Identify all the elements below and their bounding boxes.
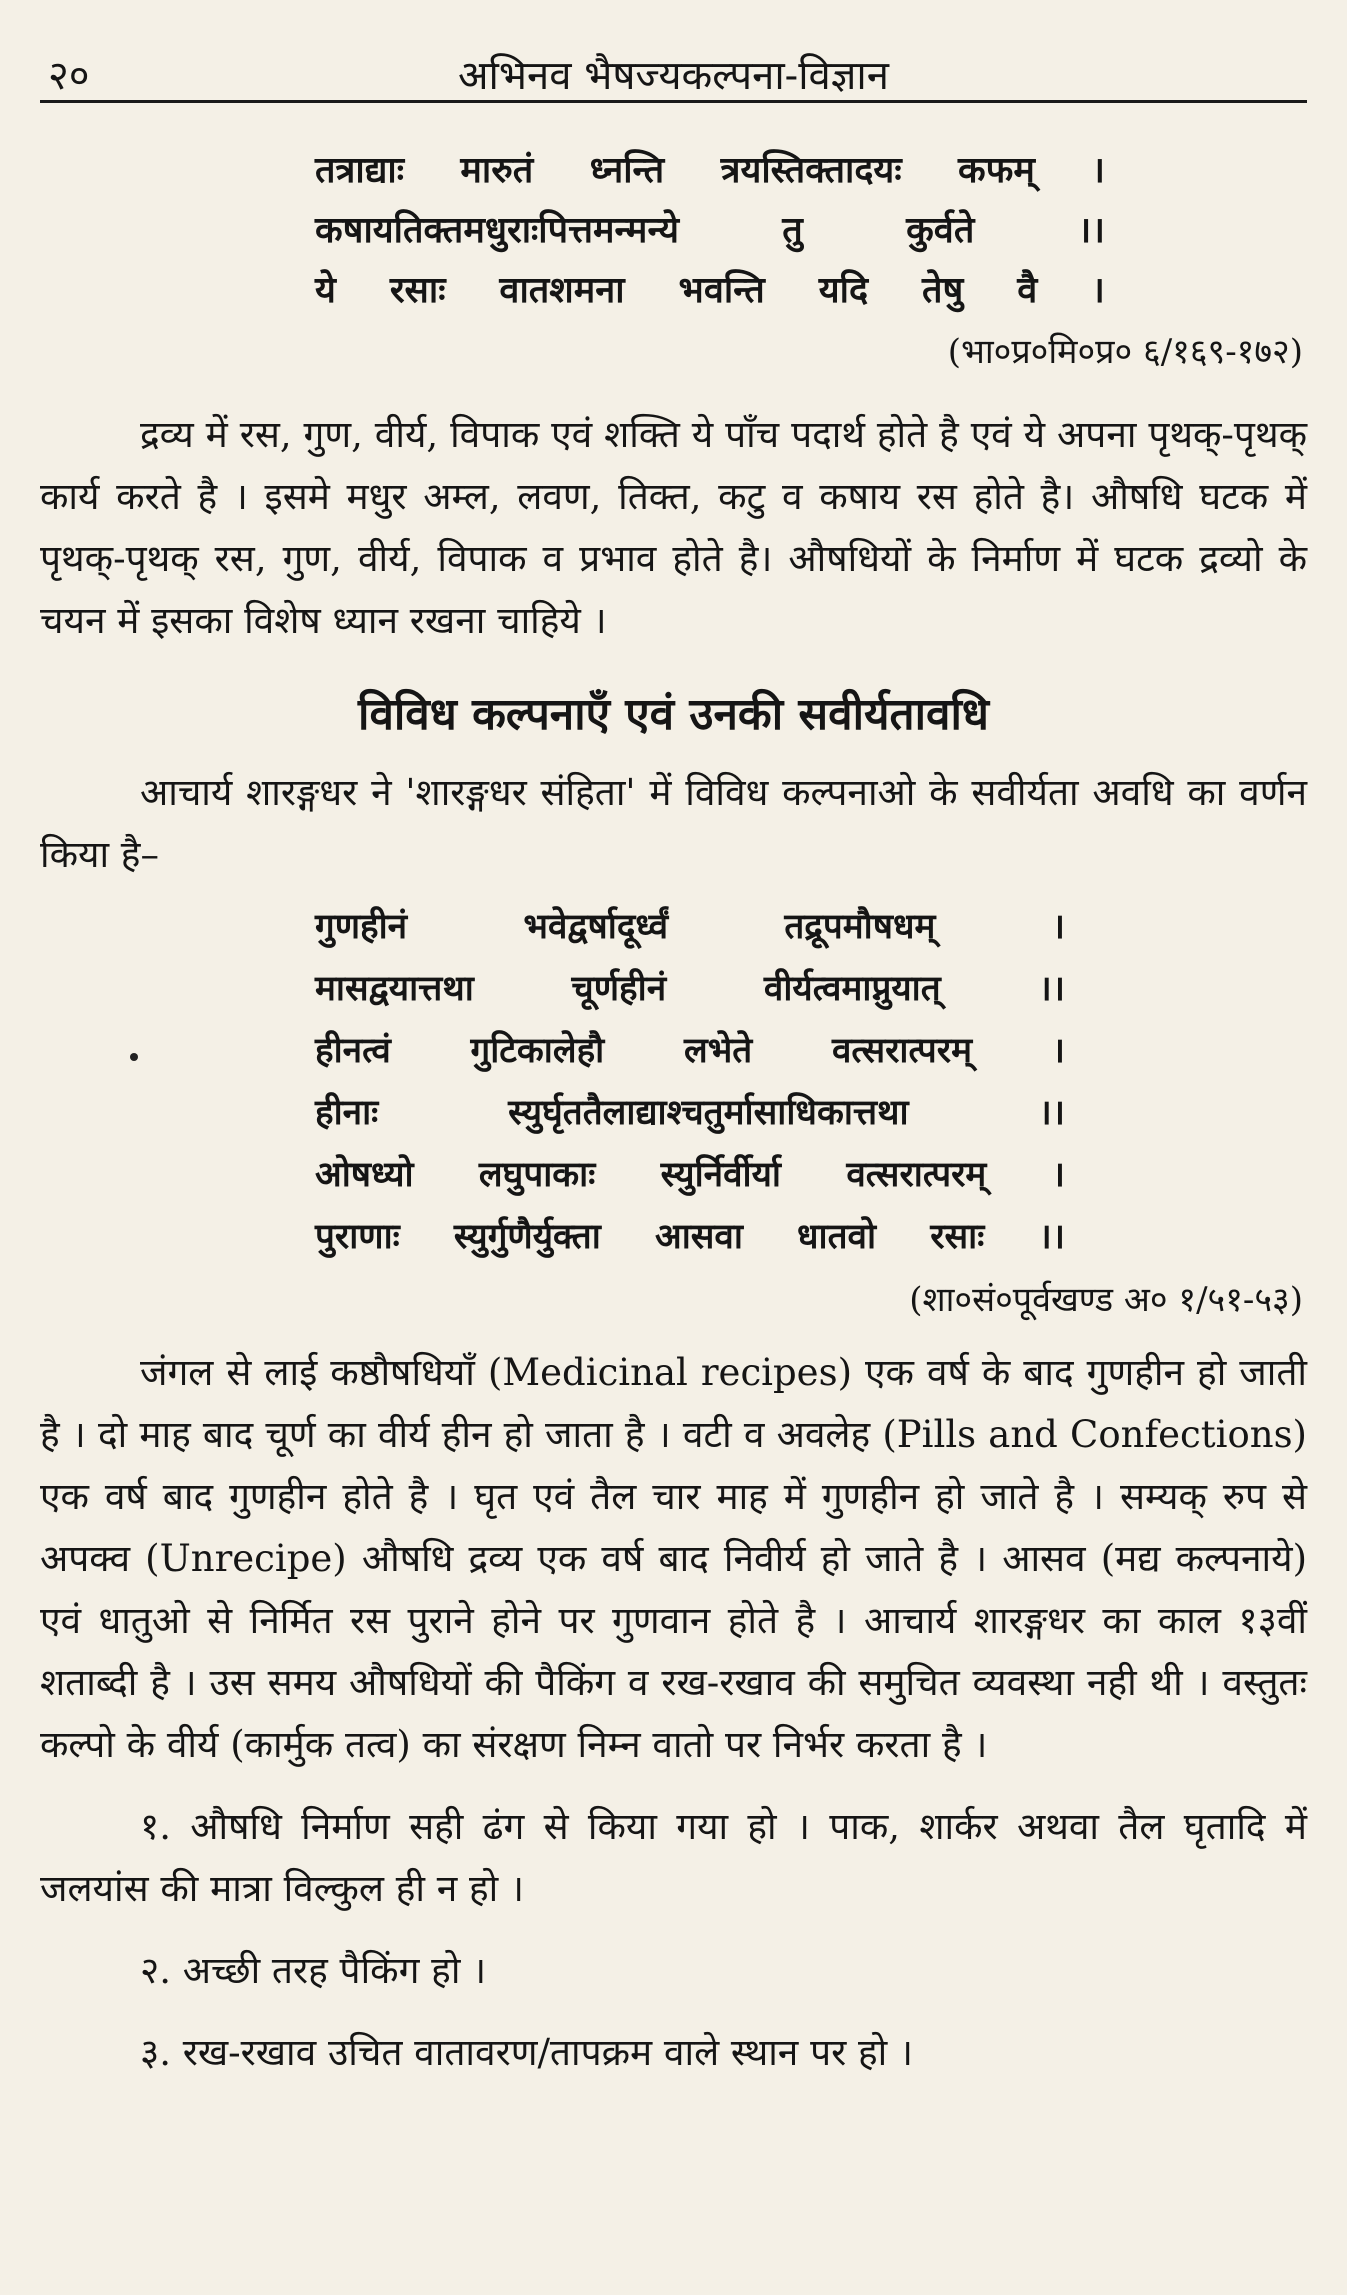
verse-word: वत्सरात्परम्	[846, 1154, 987, 1195]
verse-word: कफम्	[958, 149, 1035, 191]
verse-word: ये	[315, 269, 336, 311]
verse-word: ।।	[1038, 1092, 1065, 1133]
verse-word: ।	[1051, 1154, 1065, 1195]
verse-word: स्युर्घृततैलाद्याश्चतुर्मासाधिकात्तथा	[508, 1092, 909, 1133]
verse-line	[315, 260, 1105, 320]
paragraph-shelf-life: जंगल से लाई कष्ठौषधियाँ (Medicinal recipes) एक वर्ष के बाद गुणहीन हो जाती है । दो माह बाद चूर्ण का वीर्य हीन हो जाता है । वटी व अवलेह (Pills and Confections) एक वर्ष बाद गुणहीन होते है । घृत एवं तैल चार माह में गुणहीन हो जाते है । सम्यक् रुप से अपक्व (Unrecipe) औषधि द्रव्य एक वर्ष बाद निवीर्य हो जाते है । आसव (मद्य कल्पनाये) एवं धातुओ से निर्मित रस पुराने होने पर गुणवान होते है । आचार्य शारङ्गधर का काल १३वीं शताब्दी है । उस समय औषधियों की पैकिंग व रख-रखाव की समुचित व्यवस्था नही थी । वस्तुतः कल्पो के वीर्य (कार्मुक तत्व) का संरक्षण निम्न वातो पर निर्भर करता है ।	[40, 1351, 1307, 1766]
verse-word: मारुतं	[460, 149, 534, 191]
verse-word: चूर्णहीनं	[571, 968, 667, 1009]
verse-word: तु	[782, 209, 803, 251]
verse-word: आसवा	[654, 1216, 743, 1257]
verse-word: तेषु	[922, 269, 964, 311]
verse-line	[315, 140, 1105, 200]
verse-line	[315, 200, 1105, 260]
running-title: अभिनव भैषज्यकल्पना-विज्ञान	[458, 53, 889, 99]
verse-word: वै	[1017, 269, 1038, 311]
verse-word: वत्सरात्परम्	[831, 1030, 973, 1071]
verse-word: कषायतिक्तमधुराःपित्तमन्मन्ये	[315, 209, 679, 251]
verse-line	[315, 1020, 1065, 1082]
verse-word: ।।	[1077, 209, 1105, 251]
sanskrit-verse-2	[315, 896, 1307, 1268]
verse-line	[315, 1082, 1065, 1144]
verse-word: हीनाः	[315, 1092, 379, 1133]
verse-word: तद्रूपमौषधम्	[784, 906, 936, 947]
verse-word: यदि	[818, 269, 869, 311]
verse-word: भवेद्वर्षादूर्ध्वं	[523, 906, 669, 947]
verse-word: पुराणाः	[315, 1216, 400, 1257]
verse-word: रसाः	[930, 1216, 985, 1257]
verse-line	[315, 896, 1065, 958]
page-content	[40, 140, 1307, 2084]
verse-word: तत्राद्याः	[315, 149, 404, 191]
verse-word: स्युर्गुणैर्युक्ता	[453, 1216, 601, 1257]
verse-word: रसाः	[389, 269, 446, 311]
verse-word: ।।	[1038, 968, 1065, 1009]
verse-word: ओषध्यो	[315, 1154, 414, 1195]
verse-line	[315, 1206, 1065, 1268]
list-item-3: ३. रख-रखाव उचित वातावरण/तापक्रम वाले स्थान पर हो ।	[140, 2031, 914, 2074]
verse-word: ।	[1091, 269, 1105, 311]
verse-word: लघुपाकाः	[478, 1154, 596, 1195]
section-heading: विविध कल्पनाएँ एवं उनकी सवीर्यतावधि	[358, 689, 989, 740]
verse-word: ध्नन्ति	[589, 149, 665, 191]
verse-line	[315, 958, 1065, 1020]
sanskrit-verse-1	[315, 140, 1307, 320]
verse-word: धातवो	[797, 1216, 877, 1257]
verse-word: ।।	[1038, 1216, 1065, 1257]
verse-word: ।	[1091, 149, 1105, 191]
verse-word: वीर्यत्वमाप्नुयात्	[763, 968, 941, 1009]
verse-word: मासद्वयात्तथा	[315, 968, 474, 1009]
verse-word: ।	[1051, 906, 1065, 947]
verse-word: वातशमना	[499, 269, 625, 311]
page-header	[40, 40, 1307, 103]
verse-word: लभेते	[683, 1030, 753, 1071]
verse-line	[315, 1144, 1065, 1206]
list-item-2: २. अच्छी तरह पैकिंग हो ।	[140, 1949, 487, 1992]
verse-word: गुणहीनं	[315, 906, 408, 947]
page-number: २०	[48, 53, 90, 99]
verse-word: ।	[1051, 1030, 1065, 1071]
verse-word: कुर्वते	[906, 209, 975, 251]
list-item-1: १. औषधि निर्माण सही ढंग से किया गया हो । पाक, शार्कर अथवा तैल घृतादि में जलयांस की मात्रा विल्कुल ही न हो ।	[40, 1805, 1307, 1910]
verse-word: भवन्ति	[678, 269, 765, 311]
verse-word: त्रयस्तिक्तादयः	[720, 149, 902, 191]
verse-word: गुटिकालेहौ	[470, 1030, 605, 1071]
verse-word: हीनत्वं	[315, 1030, 391, 1071]
paragraph-dravya: द्रव्य में रस, गुण, वीर्य, विपाक एवं शक्ति ये पाँच पदार्थ होते है एवं ये अपना पृथक्-पृथक् कार्य करते है । इसमे मधुर अम्ल, लवण, तिक्त, कटु व कषाय रस होते है। औषधि घटक में पृथक्-पृथक् रस, गुण, वीर्य, विपाक व प्रभाव होते है। औषधियों के निर्माण में घटक द्रव्यो के चयन में इसका विशेष ध्यान रखना चाहिये ।	[40, 413, 1307, 642]
verse-2-reference: (शा०सं०पूर्वखण्ड अ० १/५१-५३)	[909, 1280, 1303, 1320]
verse-word: स्युर्निर्वीर्या	[660, 1154, 781, 1195]
verse-1-reference: (भा०प्र०मि०प्र० ६/१६९-१७२)	[947, 332, 1303, 372]
paragraph-sharangdhar-intro: आचार्य शारङ्गधर ने 'शारङ्गधर संहिता' में विविध कल्पनाओ के सवीर्यता अवधि का वर्णन किया है–	[40, 771, 1307, 876]
